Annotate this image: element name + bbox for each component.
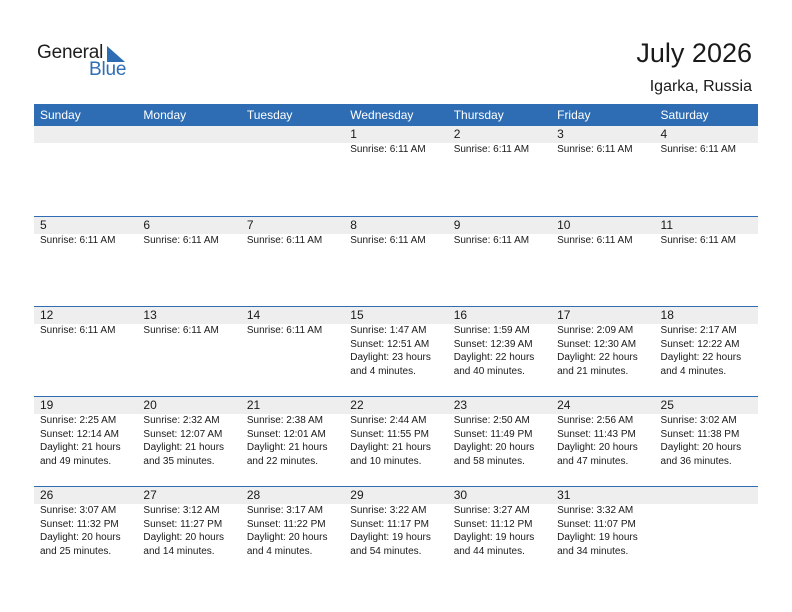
- day-info-line: Sunrise: 6:11 AM: [557, 235, 633, 246]
- day-cell: [137, 307, 240, 396]
- day-info-line: Daylight: 19 hours: [350, 532, 431, 543]
- day-cell: [241, 307, 344, 396]
- day-info-line: Sunrise: 2:44 AM: [350, 415, 427, 426]
- day-number: 17: [557, 308, 571, 322]
- day-info-line: and 10 minutes.: [350, 455, 422, 467]
- day-number: 30: [453, 488, 468, 502]
- day-info-line: Sunrise: 6:11 AM: [660, 235, 736, 246]
- day-info-line: Sunrise: 6:11 AM: [350, 144, 426, 155]
- day-info-line: and 47 minutes.: [557, 455, 629, 467]
- day-cell: [448, 487, 551, 576]
- day-number: 23: [453, 398, 468, 412]
- weekday-sunday: Sunday: [40, 108, 81, 122]
- day-info-line: and 4 minutes.: [350, 365, 416, 377]
- day-cell: [551, 307, 654, 396]
- day-info-line: Sunrise: 2:38 AM: [246, 415, 323, 426]
- day-number: 18: [660, 308, 674, 322]
- day-number: 8: [350, 218, 357, 232]
- calendar-week: [34, 486, 758, 576]
- day-cell: [655, 217, 758, 306]
- day-info-line: Sunrise: 6:11 AM: [143, 325, 219, 336]
- day-info-line: Sunrise: 6:11 AM: [40, 235, 116, 246]
- day-info-line: Sunset: 11:38 PM: [660, 428, 740, 440]
- day-cell: [551, 397, 654, 486]
- day-info-line: Daylight: 20 hours: [660, 442, 742, 453]
- empty-day-cell: [137, 126, 240, 215]
- day-info-line: and 49 minutes.: [40, 455, 112, 467]
- day-info-line: Sunset: 12:07 AM: [143, 428, 223, 440]
- day-number: 7: [246, 218, 254, 232]
- weekday-header: [34, 104, 758, 126]
- day-number: 29: [350, 488, 364, 502]
- day-info-line: Sunset: 12:14 AM: [40, 428, 119, 440]
- logo-word-blue: Blue: [89, 59, 127, 80]
- day-cell: [448, 397, 551, 486]
- day-info-line: Sunrise: 6:11 AM: [350, 235, 426, 246]
- day-info-line: Sunset: 11:32 PM: [40, 518, 119, 530]
- day-number: 24: [557, 398, 571, 412]
- weekday-wednesday: Wednesday: [350, 108, 414, 122]
- brand-logo: [37, 42, 137, 82]
- day-info-line: Sunset: 11:55 PM: [350, 428, 430, 440]
- day-info-line: Sunrise: 1:59 AM: [453, 325, 530, 336]
- day-info-line: and 14 minutes.: [143, 545, 215, 557]
- day-number: 11: [660, 218, 673, 232]
- day-number: 3: [557, 127, 564, 141]
- day-info-line: and 44 minutes.: [453, 545, 525, 557]
- day-number: 6: [143, 218, 151, 232]
- day-info-line: Daylight: 22 hours: [557, 352, 638, 363]
- day-number: 22: [350, 398, 364, 412]
- day-info-line: Daylight: 20 hours: [40, 532, 121, 543]
- day-info-line: Sunrise: 6:11 AM: [453, 235, 530, 246]
- day-number: [247, 126, 344, 143]
- day-number: 31: [557, 488, 571, 502]
- day-info-line: Sunrise: 2:09 AM: [557, 325, 634, 336]
- day-info-line: Sunrise: 2:32 AM: [143, 415, 220, 426]
- day-number: 4: [660, 127, 668, 141]
- day-info-line: Daylight: 21 hours: [143, 442, 225, 453]
- day-number: [143, 126, 240, 143]
- day-cell: [344, 126, 447, 215]
- day-info-line: Sunrise: 6:11 AM: [453, 144, 530, 155]
- day-info-line: Sunset: 11:49 PM: [453, 428, 533, 440]
- day-info-line: Sunset: 11:07 PM: [557, 518, 636, 530]
- day-info-line: Daylight: 20 hours: [557, 442, 638, 453]
- day-cell: [137, 397, 240, 486]
- day-info-line: Sunrise: 2:56 AM: [557, 415, 634, 426]
- calendar-week: [34, 396, 758, 486]
- day-info-line: and 34 minutes.: [557, 545, 629, 557]
- calendar-grid: [34, 104, 758, 576]
- calendar-week: [34, 306, 758, 396]
- day-info-line: Sunset: 11:22 PM: [246, 518, 326, 530]
- day-cell: [34, 217, 137, 306]
- day-cell: [241, 217, 344, 306]
- day-info-line: Sunrise: 3:27 AM: [453, 505, 530, 516]
- day-number: [40, 126, 137, 143]
- day-info-line: Daylight: 21 hours: [350, 442, 431, 453]
- day-cell: [34, 307, 137, 396]
- day-cell: [241, 397, 344, 486]
- day-cell: [551, 487, 654, 576]
- day-number: 2: [453, 127, 461, 141]
- day-info-line: and 25 minutes.: [40, 545, 112, 557]
- day-info-line: and 40 minutes.: [453, 365, 525, 377]
- day-number: 16: [453, 308, 468, 322]
- day-number: 25: [660, 398, 674, 412]
- day-info-line: Daylight: 19 hours: [453, 532, 535, 543]
- day-info-line: Daylight: 22 hours: [453, 352, 535, 363]
- day-info-line: Sunset: 12:30 AM: [557, 338, 637, 350]
- day-cell: [655, 307, 758, 396]
- weekday-thursday: Thursday: [453, 108, 504, 122]
- day-info-line: Sunset: 11:27 PM: [143, 518, 223, 530]
- calendar-weeks: [34, 126, 758, 576]
- day-info-line: Sunrise: 6:11 AM: [40, 325, 116, 336]
- day-number: 12: [40, 308, 54, 322]
- day-info-line: Daylight: 20 hours: [453, 442, 535, 453]
- day-cell: [448, 126, 551, 215]
- day-info-line: Daylight: 21 hours: [246, 442, 328, 453]
- day-info-line: Sunrise: 6:11 AM: [143, 235, 219, 246]
- day-info-line: Sunrise: 3:12 AM: [143, 505, 220, 516]
- day-info-line: Sunrise: 3:02 AM: [660, 415, 737, 426]
- day-number: 5: [40, 218, 47, 232]
- day-number: 13: [143, 308, 157, 322]
- day-info-line: Sunrise: 3:22 AM: [350, 505, 427, 516]
- day-info-line: Sunset: 11:43 PM: [557, 428, 636, 440]
- day-cell: [551, 217, 654, 306]
- day-info-line: Sunset: 12:51 AM: [350, 338, 430, 350]
- calendar-week: [34, 216, 758, 306]
- day-info-line: Sunset: 12:01 AM: [246, 428, 326, 440]
- day-cell: [655, 126, 758, 215]
- empty-day-cell: [655, 487, 758, 576]
- day-info-line: Sunrise: 2:25 AM: [40, 415, 117, 426]
- day-info-line: Daylight: 21 hours: [40, 442, 121, 453]
- day-info-line: Sunrise: 1:47 AM: [350, 325, 427, 336]
- logo-word-general: General: [37, 42, 104, 63]
- day-info-line: and 58 minutes.: [453, 455, 525, 467]
- day-cell: [137, 487, 240, 576]
- day-info-line: Sunset: 12:22 AM: [660, 338, 740, 350]
- day-info-line: Sunset: 11:12 PM: [453, 518, 533, 530]
- day-info-line: Sunrise: 6:11 AM: [246, 325, 323, 336]
- day-cell: [448, 307, 551, 396]
- day-cell: [655, 397, 758, 486]
- day-number: 15: [350, 308, 364, 322]
- empty-day-cell: [241, 126, 344, 215]
- day-number: 10: [557, 218, 571, 232]
- day-number: 20: [143, 398, 157, 412]
- weekday-tuesday: Tuesday: [246, 108, 293, 122]
- day-info-line: Daylight: 20 hours: [246, 532, 328, 543]
- day-info-line: Sunrise: 3:07 AM: [40, 505, 117, 516]
- day-info-line: and 4 minutes.: [246, 545, 313, 557]
- day-info-line: and 4 minutes.: [660, 365, 727, 377]
- location-label: Igarka, Russia: [649, 78, 752, 95]
- day-number: 27: [143, 488, 157, 502]
- weekday-saturday: Saturday: [660, 108, 709, 122]
- day-info-line: Daylight: 19 hours: [557, 532, 638, 543]
- day-number: [661, 487, 758, 504]
- day-cell: [344, 487, 447, 576]
- day-number: 9: [453, 218, 461, 232]
- day-cell: [344, 307, 447, 396]
- day-number: 14: [246, 308, 261, 322]
- day-info-line: Sunrise: 2:50 AM: [453, 415, 530, 426]
- day-cell: [344, 217, 447, 306]
- day-cell: [137, 217, 240, 306]
- day-cell: [344, 397, 447, 486]
- day-info-line: Daylight: 23 hours: [350, 352, 431, 363]
- day-info-line: Daylight: 20 hours: [143, 532, 225, 543]
- day-info-line: and 22 minutes.: [246, 455, 319, 467]
- day-number: 21: [246, 398, 261, 412]
- day-info-line: Sunrise: 6:11 AM: [557, 144, 633, 155]
- day-number: 26: [40, 488, 54, 502]
- day-info-line: and 21 minutes.: [557, 365, 629, 377]
- day-number: 28: [246, 488, 261, 502]
- day-info-line: Sunrise: 6:11 AM: [660, 144, 736, 155]
- day-cell: [448, 217, 551, 306]
- day-cell: [34, 487, 137, 576]
- day-cell: [34, 397, 137, 486]
- day-info-line: and 54 minutes.: [350, 545, 422, 557]
- day-cell: [551, 126, 654, 215]
- day-info-line: Sunset: 11:17 PM: [350, 518, 430, 530]
- day-cell: [241, 487, 344, 576]
- day-info-line: Sunrise: 3:17 AM: [246, 505, 323, 516]
- day-number: 19: [40, 398, 54, 412]
- day-info-line: Sunset: 12:39 AM: [453, 338, 533, 350]
- day-info-line: and 35 minutes.: [143, 455, 215, 467]
- empty-day-cell: [34, 126, 137, 215]
- weekday-monday: Monday: [143, 108, 187, 122]
- day-info-line: Sunrise: 2:17 AM: [660, 325, 737, 336]
- day-info-line: and 36 minutes.: [660, 455, 732, 467]
- day-number: 1: [350, 127, 357, 141]
- page-title: July 2026: [636, 38, 752, 68]
- day-info-line: Sunrise: 3:32 AM: [557, 505, 634, 516]
- day-info-line: Daylight: 22 hours: [660, 352, 742, 363]
- weekday-friday: Friday: [557, 108, 591, 122]
- calendar-week: [34, 126, 758, 216]
- day-info-line: Sunrise: 6:11 AM: [246, 235, 323, 246]
